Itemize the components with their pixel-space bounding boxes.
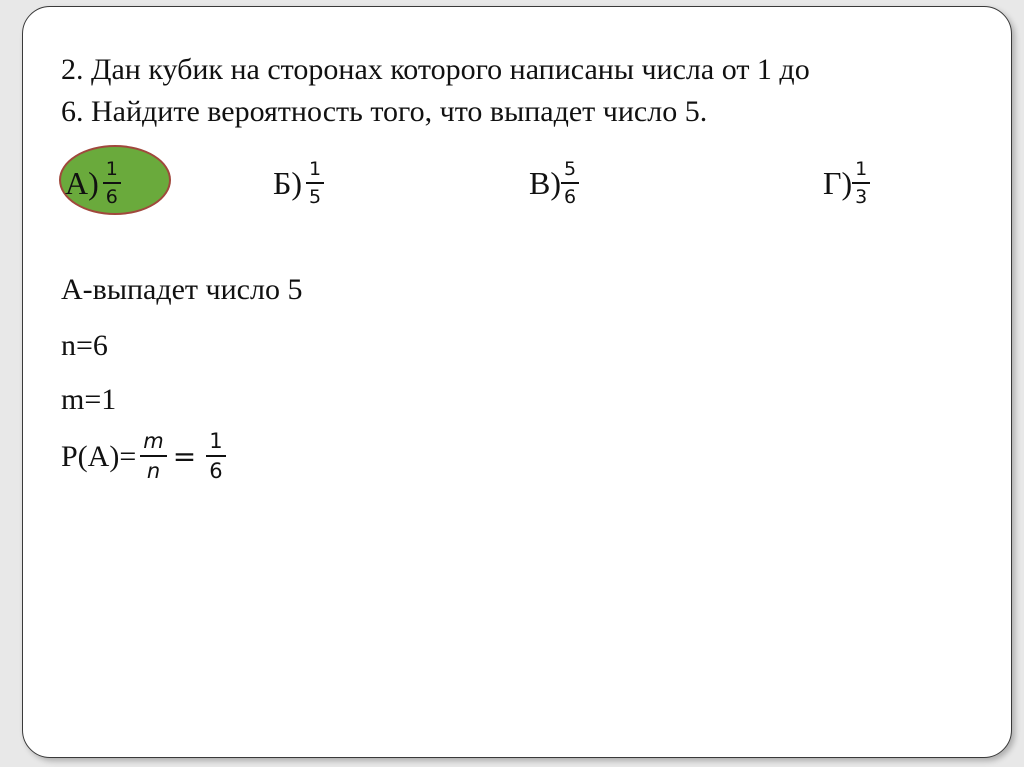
formula-fraction-result bbox=[206, 431, 225, 482]
option-c-denominator: 6 bbox=[564, 185, 577, 208]
slide bbox=[22, 6, 1012, 758]
option-d-numerator: 1 bbox=[855, 157, 868, 180]
option-d-label: Г) bbox=[823, 164, 853, 201]
option-d bbox=[823, 151, 870, 215]
solution-m: m=1 bbox=[61, 383, 117, 416]
formula-numerator-m: m bbox=[143, 429, 164, 453]
question-text bbox=[61, 49, 1001, 133]
option-a-numerator: 1 bbox=[105, 157, 118, 180]
formula-result-denominator: 6 bbox=[209, 459, 223, 483]
option-c-numerator: 5 bbox=[564, 157, 577, 180]
option-b-fraction bbox=[306, 157, 324, 208]
probability-formula bbox=[61, 431, 226, 482]
option-d-fraction bbox=[852, 157, 870, 208]
option-d-denominator: 3 bbox=[855, 185, 868, 208]
option-a-denominator: 6 bbox=[105, 185, 118, 208]
formula-fraction-m-n bbox=[140, 431, 166, 482]
option-c bbox=[529, 151, 579, 215]
option-b-denominator: 5 bbox=[309, 185, 322, 208]
question-line-1: 2. Дан кубик на сторонах которого написаны числа от 1 до bbox=[61, 53, 810, 86]
formula-result-numerator: 1 bbox=[209, 429, 223, 453]
formula-equals: = bbox=[172, 440, 197, 473]
question-line-2: 6. Найдите вероятность того, что выпадет число 5. bbox=[61, 95, 708, 128]
option-b-numerator: 1 bbox=[309, 157, 322, 180]
option-c-label: В) bbox=[529, 164, 561, 201]
solution-n: n=6 bbox=[61, 329, 108, 362]
option-c-fraction bbox=[561, 157, 579, 208]
option-a bbox=[65, 151, 121, 215]
option-b-label: Б) bbox=[273, 164, 303, 201]
option-a-label: А) bbox=[65, 164, 99, 201]
option-b bbox=[273, 151, 324, 215]
solution-event: А-выпадет число 5 bbox=[61, 273, 303, 306]
option-a-fraction bbox=[103, 157, 121, 208]
formula-denominator-n: n bbox=[146, 459, 161, 483]
formula-lhs: P(A)= bbox=[61, 439, 137, 473]
